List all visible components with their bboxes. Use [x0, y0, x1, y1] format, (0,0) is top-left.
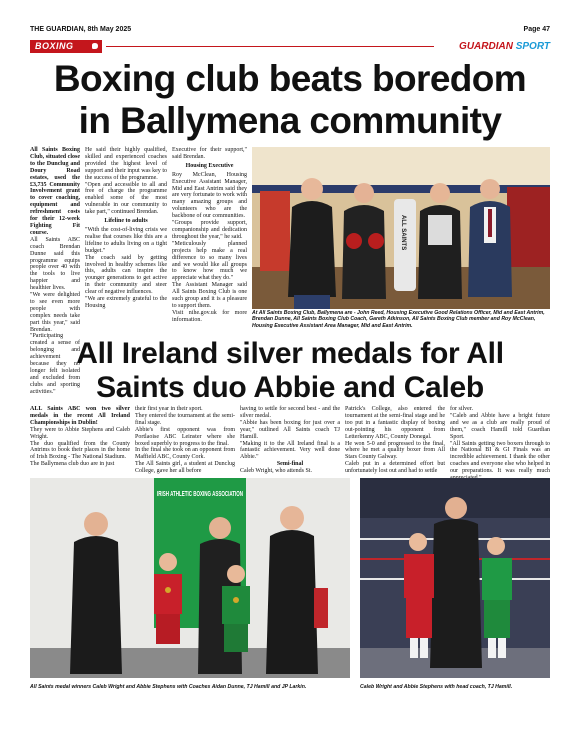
- story1-column-2: He said their highly qualified, skilled and experienced coaches provided the highest level of support and their input was key to the success of the programme. "Open and accessible to all and free of charge the programme enabled some of the most vulnerable in our community to take part," continued Brendan. Lifeline to adults "With the cost-of-living crisis we realise that courses like this are a lifeline to adults living on a tight budget." The coach said by getting involved in healthy schemes like this, adults can inspire the younger generations to get active in their community and steer clear of negative influences. "We are extremely grateful to the Housing: [85, 147, 167, 309]
- story2-column-5: for silver. "Caleb and Abbie have a bright future and we as a club are really proud of them," coach Hamill told Guardian Sport. "All Saints getting two boxers through to the National BI & GI Finals was an incredible achievement. I thank the other coaches and everyone else who helped in our preparations. It was really much: [450, 406, 550, 475]
- story2-column-3: having to settle for second best - and the silver medal. "Abbie has been boxing for just over a year," outlined All Saints coach TJ Hamill. "Making it to the All Ireland final is a fantastic achievement. Very well done Abbie." Semi-final Caleb Wright, who attends St.: [240, 406, 340, 475]
- banner-text: IRISH ATHLETIC BOXING ASSOCIATION: [157, 491, 243, 498]
- story1-lead: All Saints Boxing Club, situated close to the Dunclug and Doury Road estates, used the £3,735 Community Involvement grant to cover coaching, equipment and refreshment costs for their 12-week Fighting Fit course.: [30, 147, 80, 236]
- subhead-semifinal: Semi-final: [276, 461, 304, 468]
- story2-column-2: their first year in their sport. They entered the tournament at the semi-final stage. Abbie's first opponent was from Portlaoise ABC Leinster where she boxed superbly to progress to the final. In the final she took on an opponent from Maffield ABC, County Cork. The All Saints girl, a student at Dunclug College, gave her all before: [135, 406, 235, 475]
- paper-date: THE GUARDIAN, 8th May 2025: [30, 26, 132, 33]
- section-rule: [106, 46, 434, 47]
- guardian-sport-logo: GUARDIAN SPORT: [459, 41, 550, 52]
- medal-winners-scene: [30, 478, 350, 678]
- story2-caption-right: Caleb Wright and Abbie Stephens with head coach, TJ Hamill.: [360, 684, 513, 690]
- story2-column-1: ALL Saints ABC won two silver medals in the recent All Ireland Championships in Dublin! They were to Abbie Stephens and Caleb Wright. The duo qualified from the County Antrims to book their places in the home of Irish Boxing - The National Stadium. The Ballymena club duo are in just: [30, 406, 130, 468]
- story1-photo: [252, 147, 550, 309]
- story2-caption-left: All Saints medal winners Caleb Wright and Abbie Stephens with Coaches Aidan Dunne, TJ Hamill and JP Larkin.: [30, 684, 307, 690]
- story1-column-1: All Saints Boxing Club, situated close to the Dunclug and Doury Road estates, used the £3,735 Community Involvement grant to cover coaching, equipment and refreshment costs for their 12-week Fighting Fit course. All Saints ABC coach Brendan Dunne said this programme equips people over 40 with the tools to live happier and healthier lives. "We were delighted to see even more people with complex needs take part this year," said Brendan. "Participating created a sense of belonging and achievement because they no longer felt isolated and excluded from clubs and sporting activities.": [30, 147, 80, 395]
- subhead-lifeline: Lifeline to adults: [104, 218, 148, 225]
- section-tag-label: BOXING: [35, 41, 74, 51]
- story1-photo-caption: At All Saints Boxing Club, Ballymena are - John Reed, Housing Executive Good Relations Officer, Mid and East Antrim, Brendan Dunne, All Saints Boxing Club Coach, Gareth Atkinson, All Saints Boxing Club member and Roy McClean, Housing Executive Assistant Area Manager, Mid and East Antrim.: [252, 310, 545, 329]
- story2-lead: ALL Saints ABC won two silver medals in the recent All Ireland Championships in Dublin!: [30, 406, 130, 426]
- story1-headline: Boxing club beats boredom in Ballymena community: [53, 58, 527, 141]
- boxing-glove-icon: [91, 43, 99, 50]
- page-number: Page 47: [523, 26, 550, 33]
- section-band: [30, 40, 550, 53]
- story2-column-4: Patrick's College, also entered the tournament at the semi-final stage and he too put in a fantastic display of boxing out-pointing his opponent from Letterkenny ABC, County Donegal. He won 5-0 and progressed to the final, where he met a quality boxer from All Stars County Galway. Caleb put in a determined effort but unfortunately lost out and had to settle: [345, 406, 445, 475]
- story2-photo-right: [360, 478, 550, 678]
- subhead-housing: Housing Executive: [185, 162, 234, 169]
- story1-column-3: Executive for their support," said Brendan. Housing Executive Roy McClean, Housing Executive Assistant Manager, Mid and East Antrim said they are very fortunate to work with many amazing groups and volunteers who are the backbone of our communities. "Groups provide support, companionship and dedication throughout the year," he said. "Meticulously planned projects help make a real difference to so many lives and we would like all groups to know how much we appreciate what they do." The Assistant Manager said All Saints Boxing Club is one such group and it is a pleasure to support them. Visit nihe.gov.uk for more information.: [172, 147, 247, 323]
- ring-scene: [360, 478, 550, 678]
- story2-photo-left: [30, 478, 350, 678]
- section-tag: [30, 40, 102, 53]
- bag-label: ALL SAINTS: [400, 215, 406, 251]
- story2-headline: All Ireland silver medals for All Saints duo Abbie and Caleb: [76, 337, 504, 404]
- boxing-gym-scene: [252, 147, 550, 309]
- masthead: [30, 26, 550, 38]
